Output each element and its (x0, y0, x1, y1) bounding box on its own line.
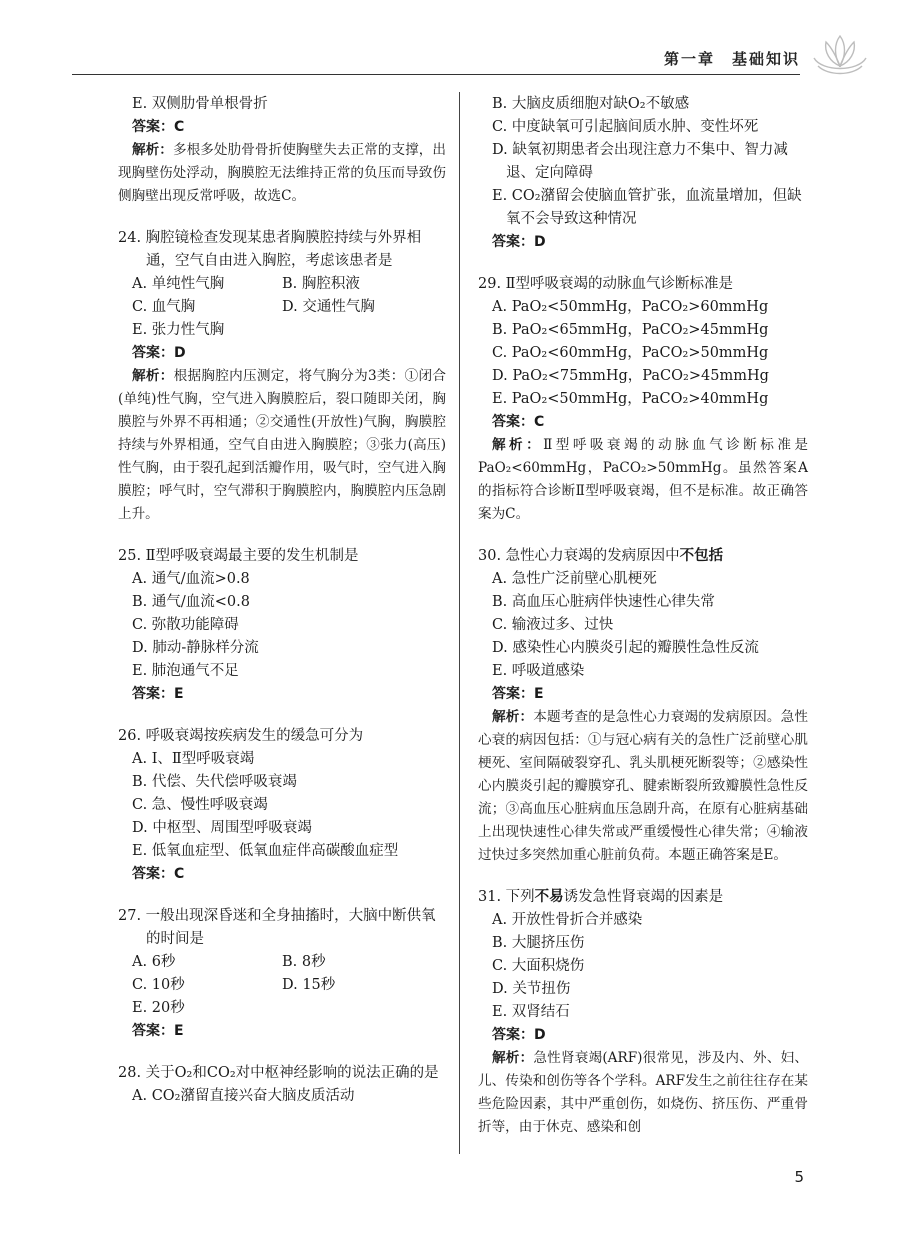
explanation-text: 多根多处肋骨骨折使胸壁失去正常的支撑，出现胸壁伤处浮动，胸膜腔无法维持正常的负压而导致伤侧胸壁出现反常呼吸，故选C。 (118, 142, 447, 204)
explanation (478, 1047, 808, 1139)
lotus-logo-icon (808, 28, 872, 80)
option-row (118, 974, 446, 997)
option-e: E. 肺泡通气不足 (132, 663, 239, 679)
explanation-label: 解析： (492, 437, 544, 453)
option-d: D. 感染性心内膜炎引起的瓣膜性急性反流 (492, 640, 759, 656)
question-26 (118, 725, 446, 886)
answer: 答案：E (492, 686, 544, 702)
option-e: E. 20秒 (132, 1000, 185, 1016)
option-d: D. 中枢型、周围型呼吸衰竭 (132, 820, 312, 836)
option-c: C. 弥散功能障碍 (132, 617, 239, 633)
option-d: D. 交通性气胸 (282, 299, 375, 315)
explanation-text: 急性肾衰竭(ARF)很常见，涉及内、外、妇、儿、传染和创伤等各个学科。ARF发生之前往往存在某些危险因素，其中严重创伤，如烧伤、挤压伤、严重骨折等，由于休克、感染和创 (478, 1050, 809, 1135)
option-b: B. 通气/血流<0.8 (132, 594, 250, 610)
stem-emphasis: 不易 (534, 889, 564, 905)
explanation-text: 本题考查的是急性心力衰竭的发病原因。急性心衰的病因包括：①与冠心病有关的急性广泛前壁心肌梗死、室间隔破裂穿孔、乳头肌梗死断裂等；②感染性心内膜炎引起的瓣膜穿孔、腱索断裂所致瓣膜性急性反流；③高血压心脏病血压急剧升高，在原有心脏病基础上出现快速性心律失常或严重缓慢性心律失常；④输液过快过多突然加重心脏前负荷。本题正确答案是E。 (478, 709, 809, 863)
question-29 (478, 273, 808, 526)
option-c: C. 10秒 (132, 977, 185, 993)
stem-text: 30. 急性心力衰竭的发病原因中 (478, 548, 680, 564)
option-a: A. 通气/血流>0.8 (132, 571, 250, 587)
question-stem: 24. 胸腔镜检查发现某患者胸膜腔持续与外界相通，空气自由进入胸腔，考虑该患者是 (118, 230, 422, 269)
answer: 答案：C (132, 866, 185, 882)
option-a: A. 单纯性气胸 (132, 276, 225, 292)
explanation-label: 解析： (132, 142, 173, 158)
question-24 (118, 227, 446, 526)
explanation-label: 解析： (132, 368, 174, 384)
explanation-label: 解析： (492, 709, 534, 725)
column-divider (459, 92, 460, 1154)
page-number: 5 (794, 1168, 804, 1186)
option-row (118, 296, 446, 319)
right-column (478, 93, 808, 1158)
option-e: E. 低氧血症型、低氧血症伴高碳酸血症型 (132, 843, 399, 859)
chapter-title: 第一章 基础知识 (663, 50, 800, 68)
explanation-label: 解析： (492, 1050, 534, 1066)
question-stem: 28. 关于O₂和CO₂对中枢神经影响的说法正确的是 (118, 1065, 439, 1081)
answer: 答案：E (132, 686, 184, 702)
explanation (478, 706, 808, 867)
option-d: D. 关节扭伤 (492, 981, 571, 997)
question-stem (478, 886, 808, 909)
explanation (478, 434, 808, 526)
option-c: C. 输液过多、过快 (492, 617, 614, 633)
answer: 答案：D (492, 234, 546, 250)
option-c: C. 急、慢性呼吸衰竭 (132, 797, 268, 813)
option-b: B. 代偿、失代偿呼吸衰竭 (132, 774, 297, 790)
question-stem: 27. 一般出现深昏迷和全身抽搐时，大脑中断供氧的时间是 (118, 908, 436, 947)
option-e: E. CO₂潴留会使脑血管扩张，血流量增加，但缺氧不会导致这种情况 (492, 188, 802, 227)
answer: 答案：D (132, 345, 186, 361)
option-a: A. 急性广泛前壁心肌梗死 (492, 571, 657, 587)
question-stem: 25. Ⅱ型呼吸衰竭最主要的发生机制是 (118, 548, 359, 564)
option-e: E. 双侧肋骨单根骨折 (132, 96, 268, 112)
option-a: A. PaO₂<50mmHg，PaCO₂>60mmHg (492, 299, 769, 315)
explanation (118, 139, 446, 208)
option-row (118, 951, 446, 974)
question-stem: 29. Ⅱ型呼吸衰竭的动脉血气诊断标准是 (478, 276, 734, 292)
option-a: A. Ⅰ、Ⅱ型呼吸衰竭 (132, 751, 255, 767)
question-25 (118, 545, 446, 706)
question-28-tail (478, 93, 808, 254)
option-b: B. 大脑皮质细胞对缺O₂不敏感 (492, 96, 690, 112)
option-c: C. 中度缺氧可引起脑间质水肿、变性坏死 (492, 119, 759, 135)
question-30 (478, 545, 808, 867)
option-b: B. 8秒 (282, 954, 326, 970)
option-e: E. 呼吸道感染 (492, 663, 585, 679)
option-e: E. PaO₂<50mmHg，PaCO₂>40mmHg (492, 391, 769, 407)
option-d: D. PaO₂<75mmHg，PaCO₂>45mmHg (492, 368, 769, 384)
stem-text: 31. 下列 (478, 889, 535, 905)
answer: 答案：E (132, 1023, 184, 1039)
option-b: B. 大腿挤压伤 (492, 935, 585, 951)
stem-text-end: 诱发急性肾衰竭的因素是 (563, 889, 724, 905)
question-23-tail (118, 93, 446, 208)
answer: 答案：C (132, 119, 185, 135)
option-c: C. 大面积烧伤 (492, 958, 585, 974)
question-27 (118, 905, 446, 1043)
option-b: B. 胸腔积液 (282, 276, 360, 292)
question-28 (118, 1062, 446, 1108)
explanation-text: 根据胸腔内压测定，将气胸分为3类：①闭合(单纯)性气胸，空气进入胸膜腔后，裂口随即关闭，胸膜腔与外界不再相通；②交通性(开放性)气胸，胸膜腔持续与外界相通，空气自由进入胸膜腔；③张力(高压)性气胸，由于裂孔起到活瓣作用，吸气时，空气进入胸膜腔；呼气时，空气滞积于胸膜腔内，胸膜腔内压急剧上升。 (118, 368, 446, 522)
question-stem (478, 545, 808, 568)
option-row (118, 273, 446, 296)
explanation-text: Ⅱ型呼吸衰竭的动脉血气诊断标准是PaO₂<60mmHg，PaCO₂>50mmHg。虽然答案A的指标符合诊断Ⅱ型呼吸衰竭，但不是标准。故正确答案为C。 (478, 437, 808, 522)
option-a: A. CO₂潴留直接兴奋大脑皮质活动 (132, 1088, 355, 1104)
left-column (118, 93, 446, 1127)
option-a: A. 6秒 (132, 954, 176, 970)
option-e: E. 张力性气胸 (132, 322, 225, 338)
option-c: C. PaO₂<60mmHg，PaCO₂>50mmHg (492, 345, 769, 361)
option-d: D. 肺动-静脉样分流 (132, 640, 259, 656)
question-31 (478, 886, 808, 1139)
option-a: A. 开放性骨折合并感染 (492, 912, 643, 928)
option-d: D. 缺氧初期患者会出现注意力不集中、智力减退、定向障碍 (492, 142, 788, 181)
question-stem: 26. 呼吸衰竭按疾病发生的缓急可分为 (118, 728, 364, 744)
option-c: C. 血气胸 (132, 299, 196, 315)
option-b: B. 高血压心脏病伴快速性心律失常 (492, 594, 715, 610)
stem-emphasis: 不包括 (679, 548, 724, 564)
option-d: D. 15秒 (282, 977, 336, 993)
explanation (118, 365, 446, 526)
answer: 答案：C (492, 414, 545, 430)
answer: 答案：D (492, 1027, 546, 1043)
option-b: B. PaO₂<65mmHg，PaCO₂>45mmHg (492, 322, 769, 338)
header-rule (72, 74, 800, 75)
option-e: E. 双肾结石 (492, 1004, 570, 1020)
